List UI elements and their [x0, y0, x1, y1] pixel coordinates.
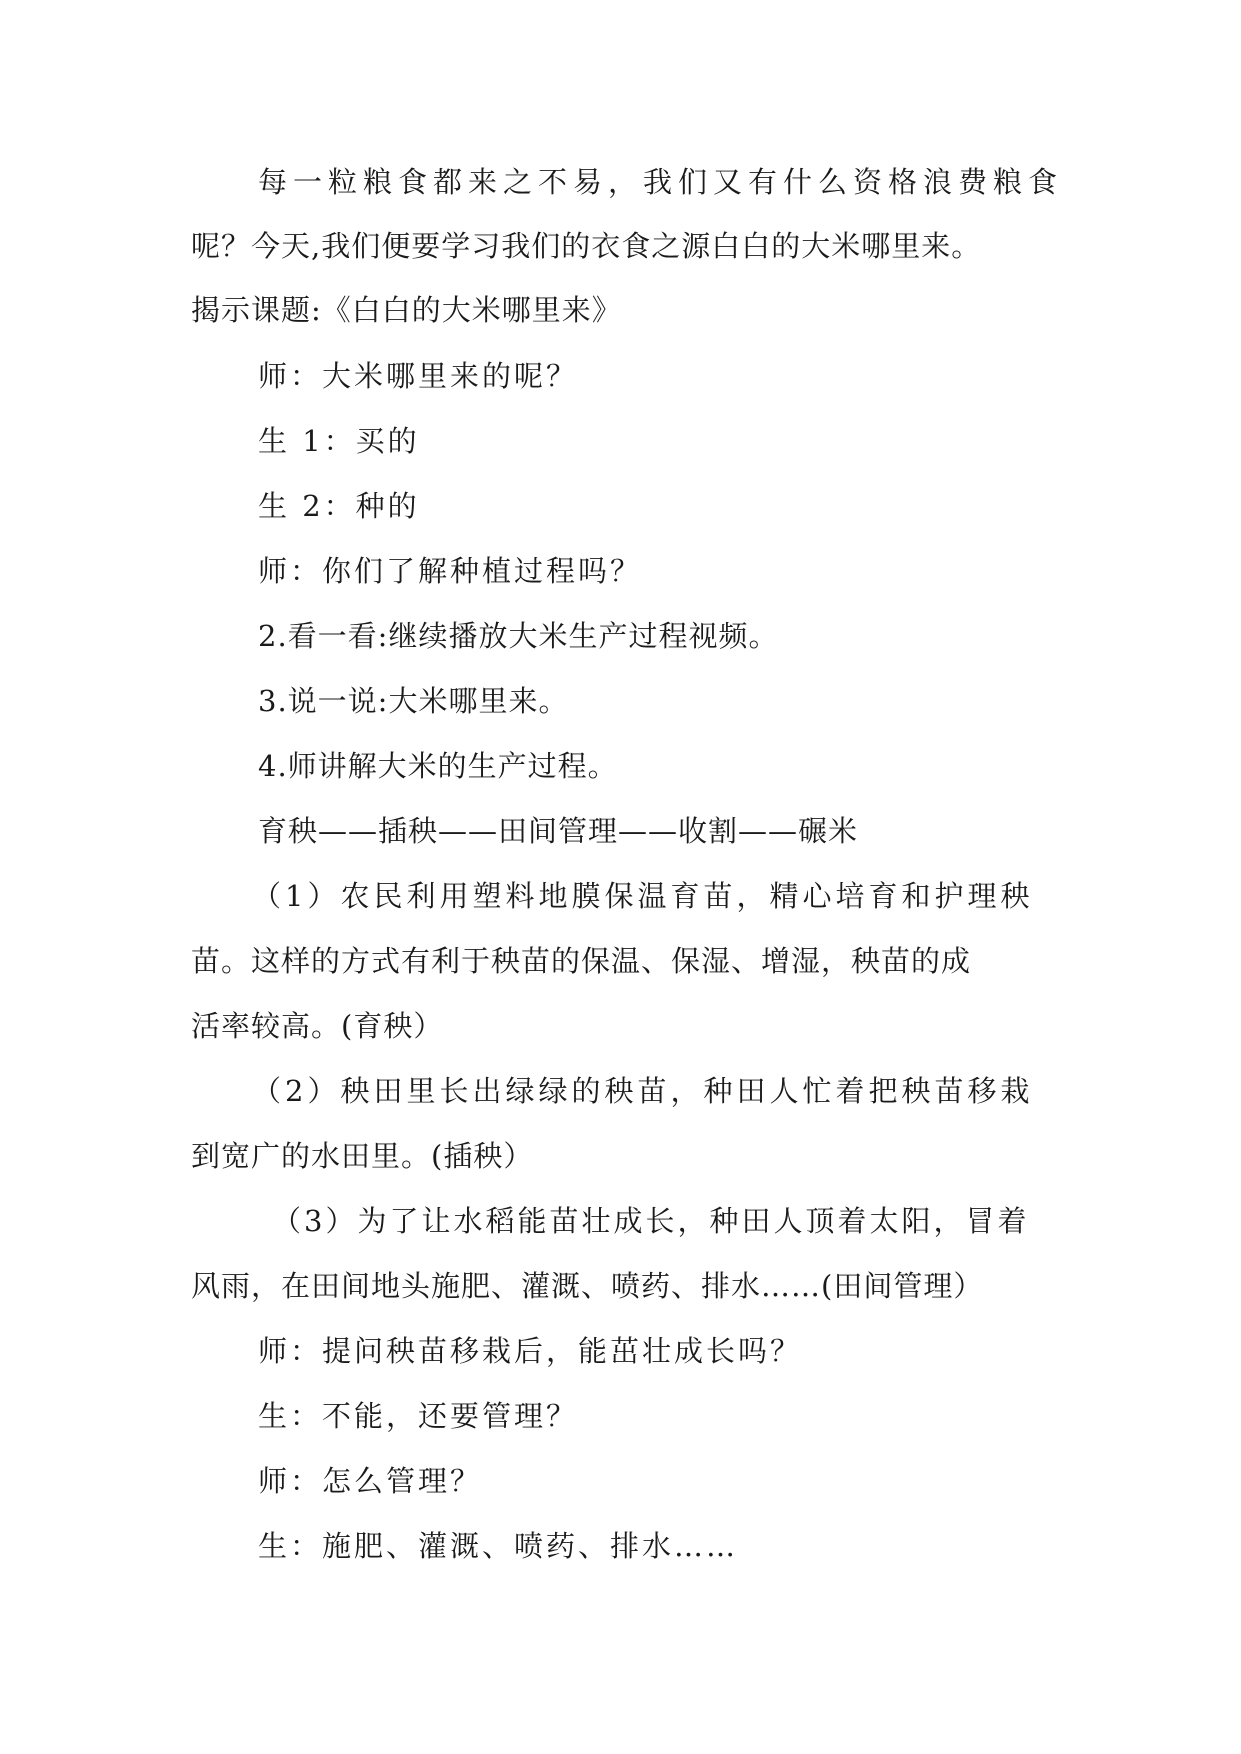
dialogue-line: 生 1：买的 [258, 424, 420, 458]
dialogue-line: 师：你们了解种植过程吗？ [258, 554, 643, 588]
paragraph-line: （3）为了让水稻能苗壮成长，种田人顶着太阳，冒着 [272, 1204, 1030, 1238]
step-line: 4.师讲解大米的生产过程。 [258, 749, 618, 783]
dialogue-line: 生：施肥、灌溉、喷药、排水…… [258, 1529, 739, 1563]
step-line: 2.看一看:继续播放大米生产过程视频。 [258, 619, 779, 653]
paragraph-line: 到宽广的水田里。(插秧） [191, 1139, 534, 1173]
dialogue-line: 师：提问秧苗移栽后，能茁壮成长吗？ [258, 1334, 803, 1368]
dialogue-line: 生 2：种的 [258, 489, 420, 523]
dialogue-line: 师：大米哪里来的呢？ [258, 359, 579, 393]
paragraph-line: 每一粒粮食都来之不易，我们又有什么资格浪费粮食 [258, 165, 1064, 199]
step-line: 3.说一说:大米哪里来。 [258, 684, 569, 718]
paragraph-line: 苗。这样的方式有利于秧苗的保温、保湿、增湿，秧苗的成 [191, 944, 972, 978]
process-line: 育秧——插秧——田间管理——收割——碾米 [258, 814, 859, 848]
dialogue-line: 师：怎么管理？ [258, 1464, 483, 1498]
paragraph-line: 揭示课题:《白白的大米哪里来》 [191, 293, 622, 327]
paragraph-line: 风雨，在田间地头施肥、灌溉、喷药、排水……(田间管理） [191, 1269, 984, 1303]
dialogue-line: 生：不能，还要管理？ [258, 1399, 579, 1433]
paragraph-line: 呢？今天,我们便要学习我们的衣食之源白白的大米哪里来。 [191, 229, 982, 263]
paragraph-line: （1）农民利用塑料地膜保温育苗，精心培育和护理秧 [252, 879, 1034, 913]
paragraph-line: （2）秧田里长出绿绿的秧苗，种田人忙着把秧苗移栽 [252, 1074, 1034, 1108]
paragraph-line: 活率较高。(育秧） [191, 1009, 444, 1043]
